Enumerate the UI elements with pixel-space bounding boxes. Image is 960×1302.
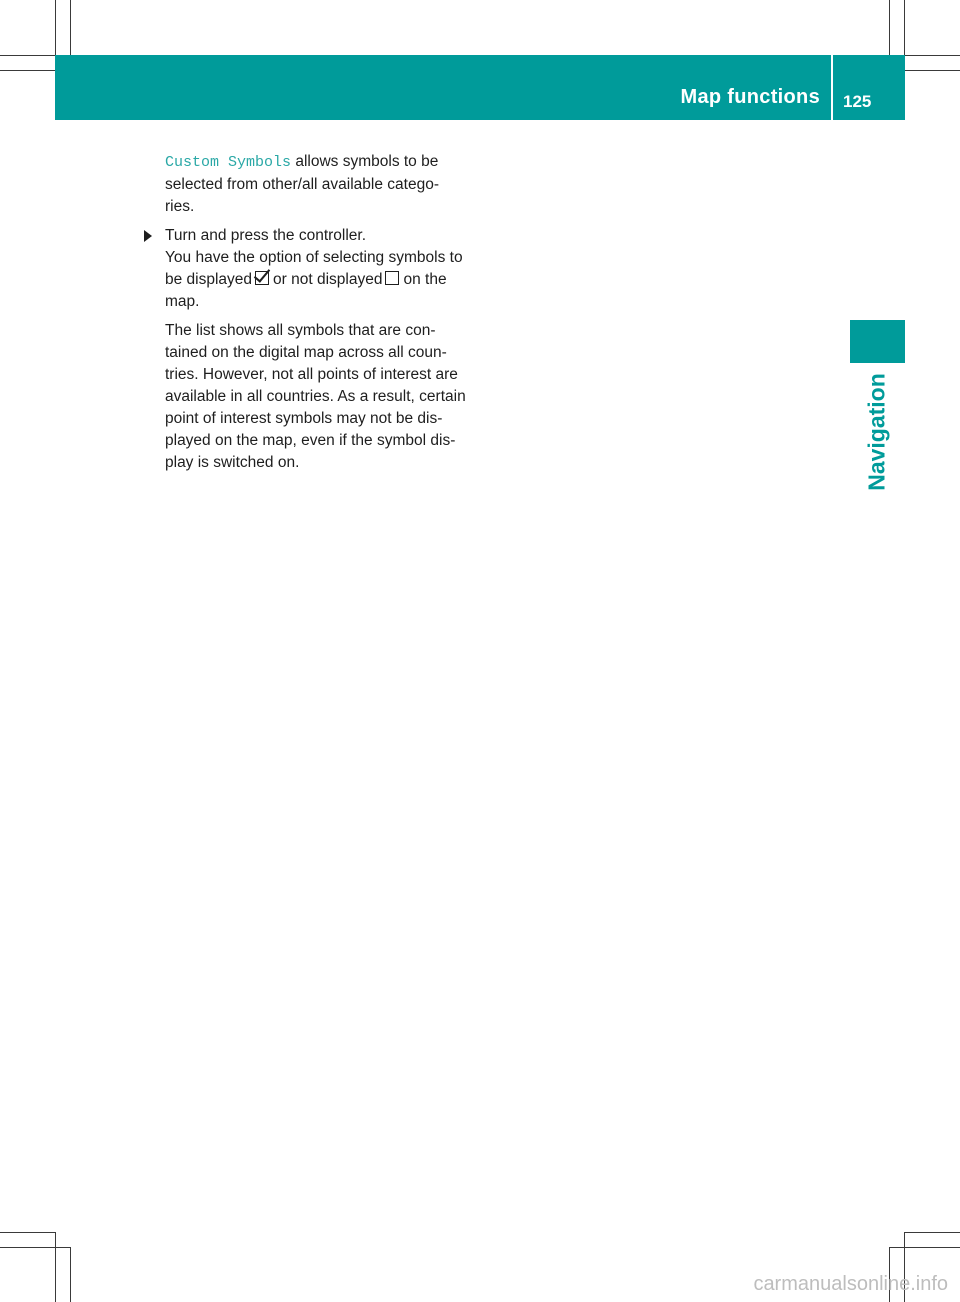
paragraph-line: The list shows all symbols that are con- — [165, 322, 436, 339]
side-tab-label: Navigation — [863, 373, 890, 491]
crop-mark — [55, 1232, 56, 1302]
crop-mark — [0, 1232, 55, 1233]
step-line-1: Turn and press the controller. — [165, 227, 367, 244]
crop-mark — [889, 0, 890, 55]
paragraph-line: tained on the digital map across all coun- — [165, 344, 447, 361]
crop-mark — [905, 1232, 960, 1233]
body-text — [165, 151, 485, 474]
crop-mark — [70, 1247, 71, 1302]
step-line-2: You have the option of selecting symbols to — [165, 249, 463, 266]
header-divider — [831, 55, 833, 120]
checked-box-icon — [255, 271, 269, 285]
page-number: 125 — [843, 92, 872, 111]
step-line-3: be displayed or not displayed on the — [165, 269, 485, 291]
paragraph-line: point of interest symbols may not be dis- — [165, 410, 443, 427]
crop-mark — [905, 70, 960, 71]
paragraph-line: tries. However, not all points of interest are — [165, 366, 458, 383]
step-item — [165, 225, 485, 474]
crop-mark — [70, 0, 71, 55]
intro-line-2: selected from other/all available catego- — [165, 176, 439, 193]
watermark: carmanualsonline.info — [753, 1273, 948, 1295]
intro-line-1: Custom Symbols allows symbols to be — [165, 153, 439, 171]
empty-box-icon — [385, 271, 399, 285]
section-title: Map functions — [680, 86, 820, 108]
crop-mark — [890, 1247, 960, 1248]
side-tab-marker — [850, 320, 905, 363]
step-line-4: map. — [165, 293, 200, 310]
crop-mark — [0, 70, 55, 71]
paragraph-line: played on the map, even if the symbol dis- — [165, 432, 456, 449]
paragraph-line: available in all countries. As a result, certain — [165, 388, 466, 405]
custom-symbols-code: Custom Symbols — [165, 154, 292, 171]
step-arrow-icon — [144, 230, 152, 242]
paragraph-line: play is switched on. — [165, 454, 300, 471]
intro-line-3: ries. — [165, 198, 195, 215]
crop-mark — [0, 1247, 70, 1248]
